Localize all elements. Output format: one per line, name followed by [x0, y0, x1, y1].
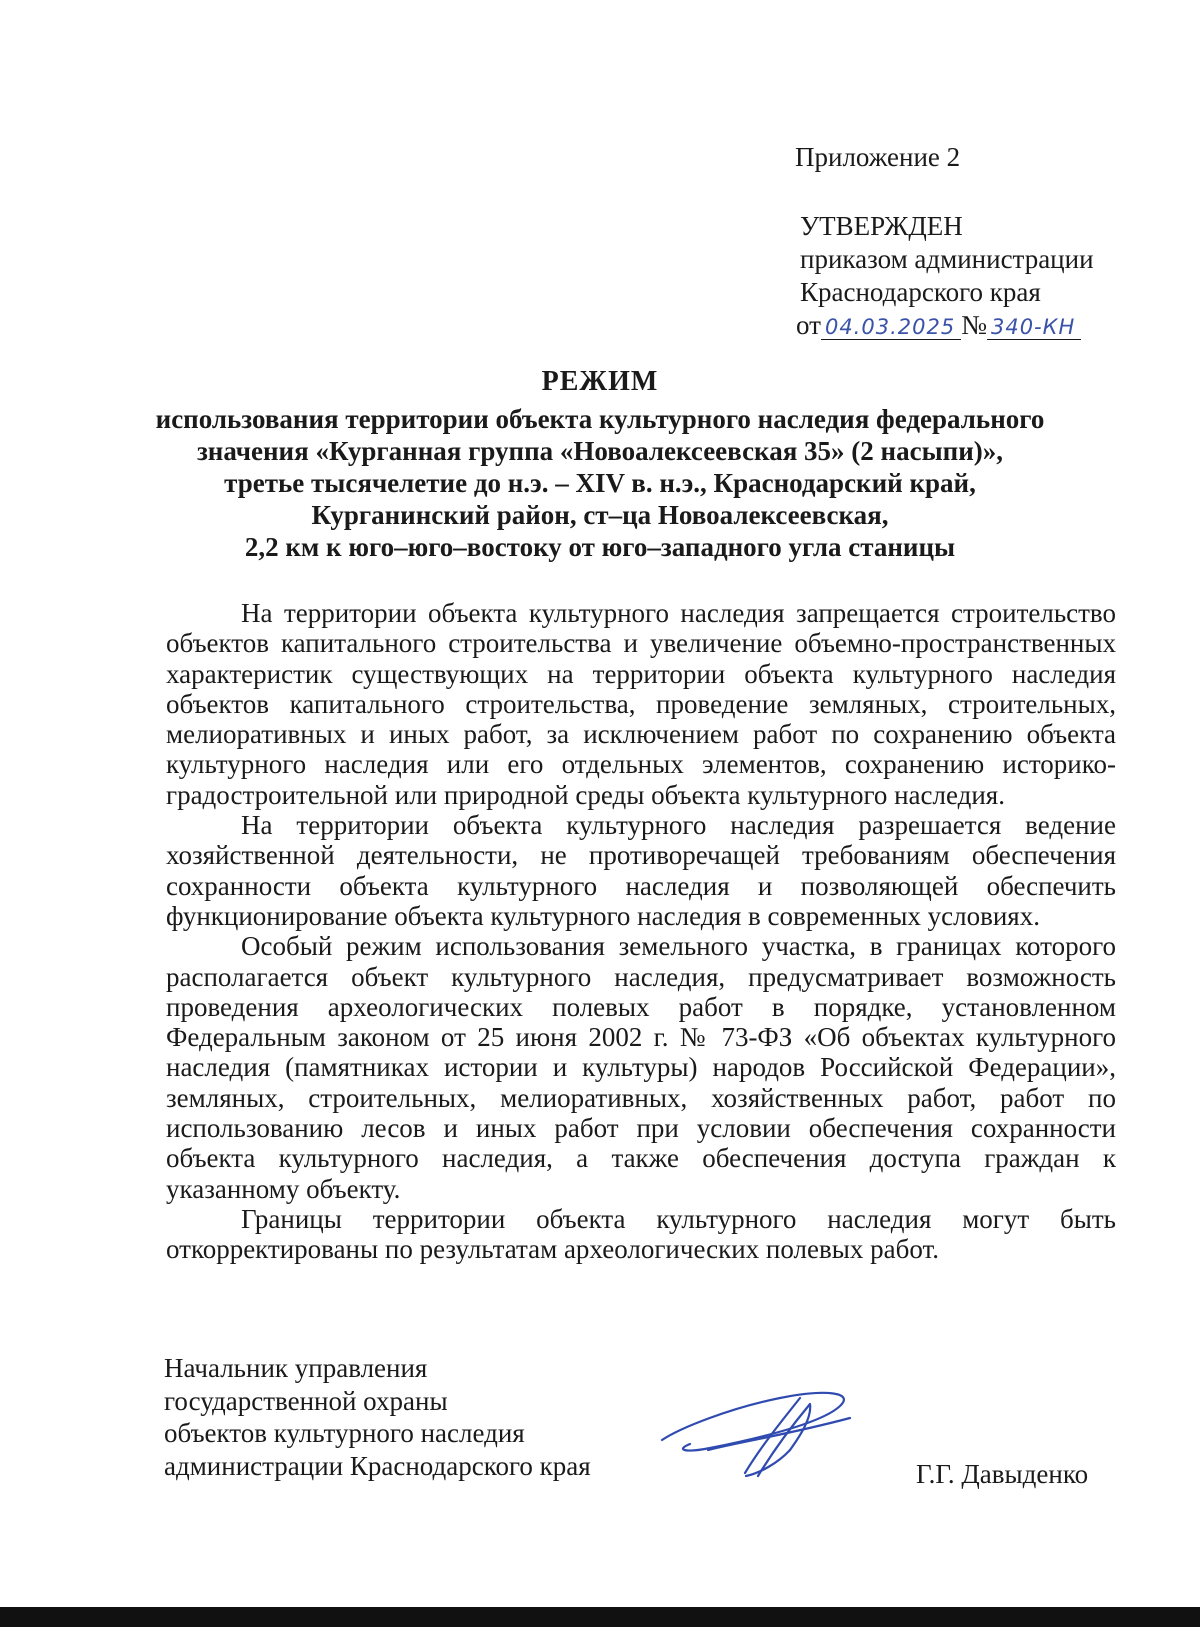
- title-line: Курганинский район, ст–ца Новоалексеевская,: [311, 500, 889, 530]
- body-paragraph-prohibitions: На территории объекта культурного наследия запрещается строительство объектов капитального строительства и увеличение объемно-пространственных характеристик существующих на территории объекта культурного наследия объектов капитального строительства, проведение земляных, строительных, мелиоративных и иных работ, за исключением работ по сохранению объекта культурного наследия или его отдельных элементов, сохранению историко-градостроительной или природной среды объекта культурного наследия.: [166, 598, 1116, 810]
- order-date-number-line: [796, 309, 1094, 342]
- title-line: третье тысячелетие до н.э. – XIV в. н.э., Краснодарский край,: [224, 468, 976, 498]
- appendix-label: Приложение 2: [795, 142, 961, 172]
- handwritten-signature-icon: [650, 1378, 880, 1488]
- approved-line-2: Краснодарского края: [800, 277, 1041, 307]
- body-paragraph-permissions: На территории объекта культурного наследия разрешается ведение хозяйственной деятельности, не противоречащей требованиям обеспечения сохранности объекта культурного наследия и позволяющей обеспечить функционирование объекта культурного наследия в современных условиях.: [166, 810, 1116, 931]
- approved-heading: УТВЕРЖДЕН: [800, 211, 963, 241]
- title-line: значения «Курганная группа «Новоалексеевская 35» (2 насыпи)»,: [196, 436, 1004, 466]
- order-date-handwritten: 04.03.2025: [821, 315, 961, 340]
- number-sign: №: [961, 310, 987, 340]
- signer-name: Г.Г. Давыденко: [916, 1459, 1089, 1489]
- approved-line-1: приказом администрации: [800, 244, 1094, 274]
- order-number-handwritten: 340-КН: [987, 315, 1081, 340]
- body-paragraph-special-regime: Особый режим использования земельного участка, в границах которого располагается объект культурного наследия, предусматривает возможность проведения археологических полевых работ в порядке, установленном Федеральным законом от 25 июня 2002 г. № 73-ФЗ «Об объектах культурного наследия (памятниках истории и культуры) народов Российской Федерации», земляных, строительных, мелиоративных, хозяйственных работ, работ по использованию лесов и иных работ при условии обеспечения сохранности объекта культурного наследия, а также обеспечения доступа граждан к указанному объекту.: [166, 931, 1116, 1204]
- date-prefix: от: [796, 310, 821, 340]
- signer-position-line: объектов культурного наследия: [164, 1418, 525, 1448]
- title-line: 2,2 км к юго–юго–востоку от юго–западного угла станицы: [244, 532, 956, 562]
- document-body: [166, 598, 1116, 1265]
- scan-edge-bottom: [0, 1607, 1200, 1627]
- signer-position-line: государственной охраны: [164, 1385, 448, 1416]
- approval-block: [796, 210, 1094, 342]
- body-paragraph-boundaries: Границы территории объекта культурного наследия могут быть откорректированы по результатам археологических полевых работ.: [166, 1203, 1116, 1265]
- signer-position: [164, 1352, 591, 1482]
- document-title: [150, 366, 1050, 563]
- signer-position-line: администрации Краснодарского края: [164, 1450, 591, 1481]
- signer-position-line: Начальник управления: [164, 1353, 428, 1383]
- title-line: использования территории объекта культурного наследия федерального: [155, 404, 1045, 434]
- title-main: РЕЖИМ: [541, 366, 659, 397]
